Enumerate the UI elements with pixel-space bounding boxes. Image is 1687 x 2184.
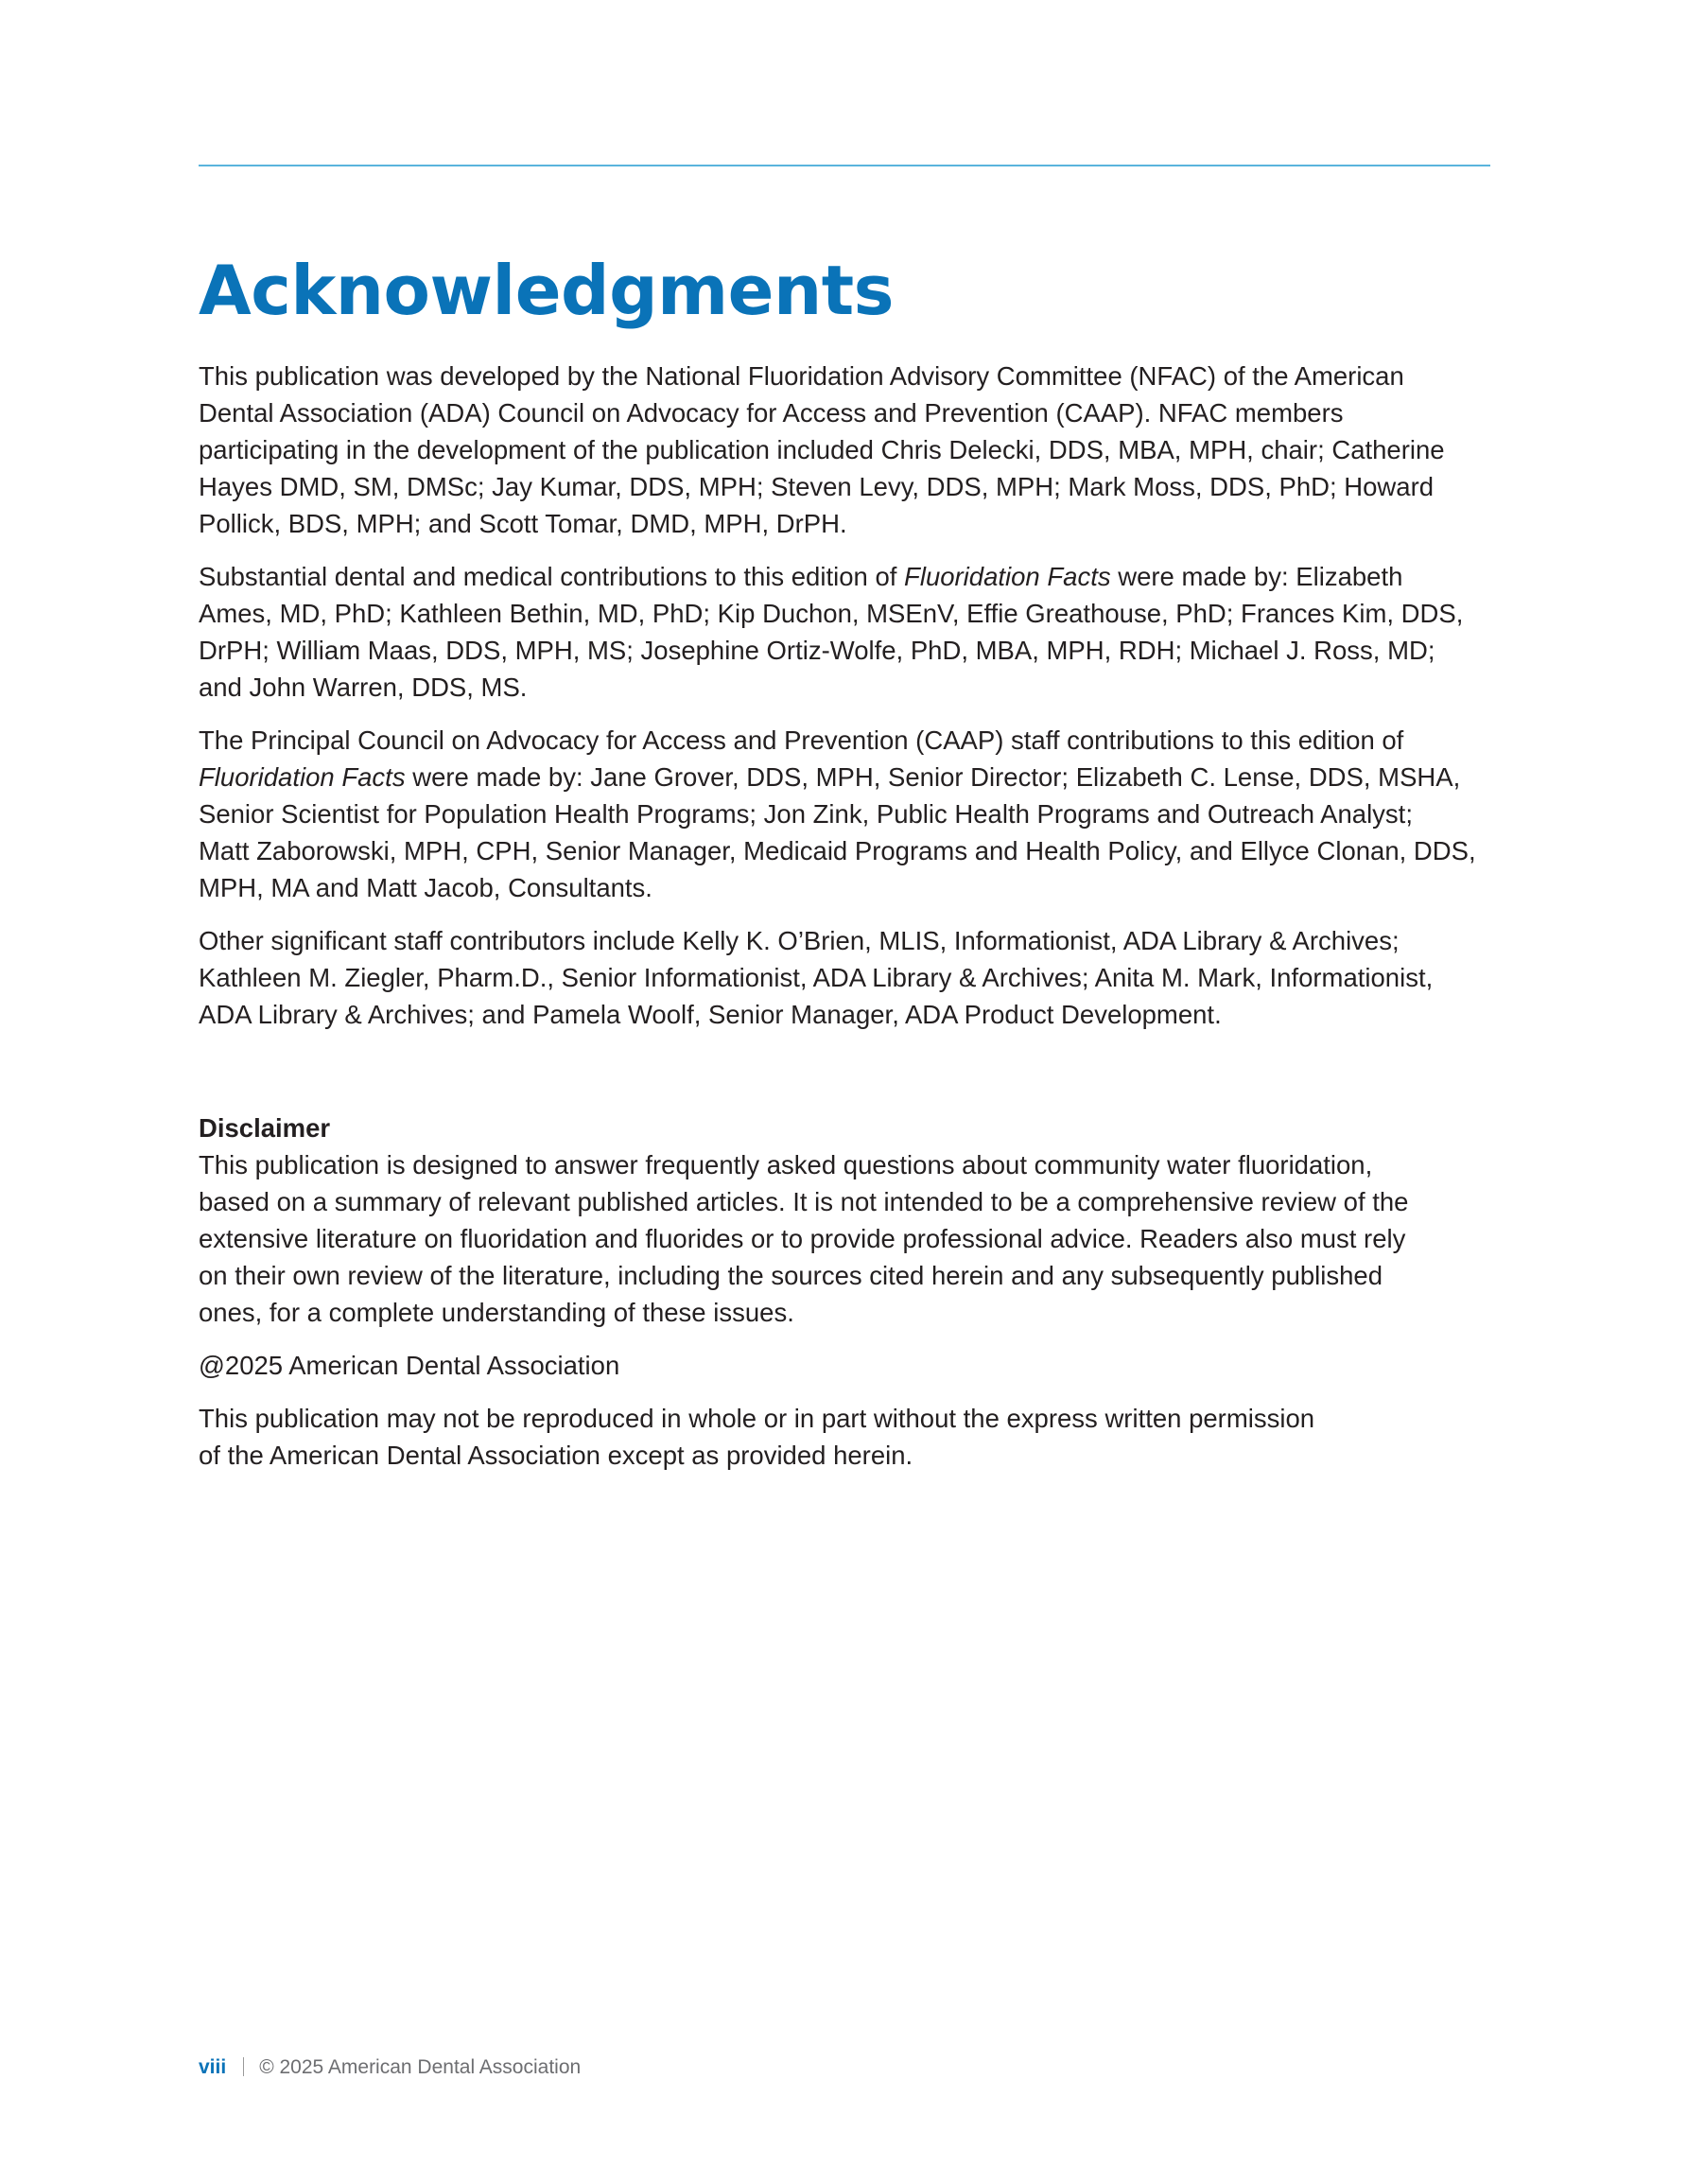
disclaimer-body [199,1146,1494,1331]
text-line: Ames, MD, PhD; Kathleen Bethin, MD, PhD; Kip Duchon, MSEnV, Effie Greathouse, PhD; Frances Kim, DDS, [199,599,1464,628]
text-line: on their own review of the literature, including the sources cited herein and any subsequently published [199,1261,1383,1290]
text-line: based on a summary of relevant published articles. It is not intended to be a comprehensive review of the [199,1187,1409,1216]
text-line: Other significant staff contributors include Kelly K. O’Brien, MLIS, Informationist, ADA Library & Archives; [199,926,1400,955]
text-line: Kathleen M. Ziegler, Pharm.D., Senior Informationist, ADA Library & Archives; Anita M. Mark, Informationist, [199,963,1434,992]
page-title: Acknowledgments [199,251,894,330]
paragraph-staff [199,722,1494,906]
section-spacer [199,1049,1494,1109]
text-line: and John Warren, DDS, MS. [199,673,528,702]
text-line: The Principal Council on Advocacy for Access and Prevention (CAAP) staff contributions to this edition of [199,725,1404,755]
publication-title: Fluoridation Facts [904,562,1111,591]
header-rule [199,165,1490,166]
copyright-notice [199,1347,1494,1384]
text-line: MPH, MA and Matt Jacob, Consultants. [199,873,652,902]
text-line: DrPH; William Maas, DDS, MPH, MS; Josephine Ortiz-Wolfe, PhD, MBA, MPH, RDH; Michael J. Ross, MD; [199,636,1435,665]
text-line: @2025 American Dental Association [199,1351,620,1380]
footer-copyright: © 2025 American Dental Association [259,2056,582,2078]
text-line: Senior Scientist for Population Health Programs; Jon Zink, Public Health Programs and Outreach Analyst; [199,799,1413,829]
reproduction-notice [199,1400,1494,1474]
text-line: This publication was developed by the National Fluoridation Advisory Committee (NFAC) of the American [199,361,1404,391]
paragraph-nfac [199,358,1494,542]
publication-title: Fluoridation Facts [199,762,406,792]
text-line: extensive literature on fluoridation and fluorides or to provide professional advice. Readers also must rely [199,1224,1406,1253]
text-line: participating in the development of the publication included Chris Delecki, DDS, MBA, MPH, chair; Catherine [199,435,1445,464]
text-line: ones, for a complete understanding of these issues. [199,1298,794,1327]
paragraph-contributions [199,558,1494,706]
paragraph-other-contributors [199,922,1494,1033]
text-line: Dental Association (ADA) Council on Advocacy for Access and Prevention (CAAP). NFAC members [199,398,1344,428]
text-segment: Substantial dental and medical contributions to this edition of [199,562,905,591]
text-line: This publication may not be reproduced in whole or in part without the express written permission [199,1404,1315,1433]
main-content [199,358,1494,1490]
text-line: This publication is designed to answer frequently asked questions about community water fluoridation, [199,1150,1373,1179]
text-line [199,759,1494,795]
disclaimer-heading: Disclaimer [199,1113,331,1143]
text-line: of the American Dental Association except as provided herein. [199,1441,913,1470]
text-line [199,558,1494,595]
text-segment: were made by: Jane Grover, DDS, MPH, Senior Director; Elizabeth C. Lense, DDS, MSHA, [405,762,1461,792]
page-footer [199,2054,581,2081]
text-line: Hayes DMD, SM, DMSc; Jay Kumar, DDS, MPH; Steven Levy, DDS, MPH; Mark Moss, DDS, PhD; Howard [199,472,1435,501]
text-line: Matt Zaborowski, MPH, CPH, Senior Manager, Medicaid Programs and Health Policy, and Ellyce Clonan, DDS, [199,836,1476,865]
page-number: viii [199,2056,227,2078]
footer-divider [243,2057,244,2076]
text-line: ADA Library & Archives; and Pamela Woolf, Senior Manager, ADA Product Development. [199,1000,1222,1029]
text-segment: were made by: Elizabeth [1110,562,1403,591]
text-line: Pollick, BDS, MPH; and Scott Tomar, DMD, MPH, DrPH. [199,509,847,538]
